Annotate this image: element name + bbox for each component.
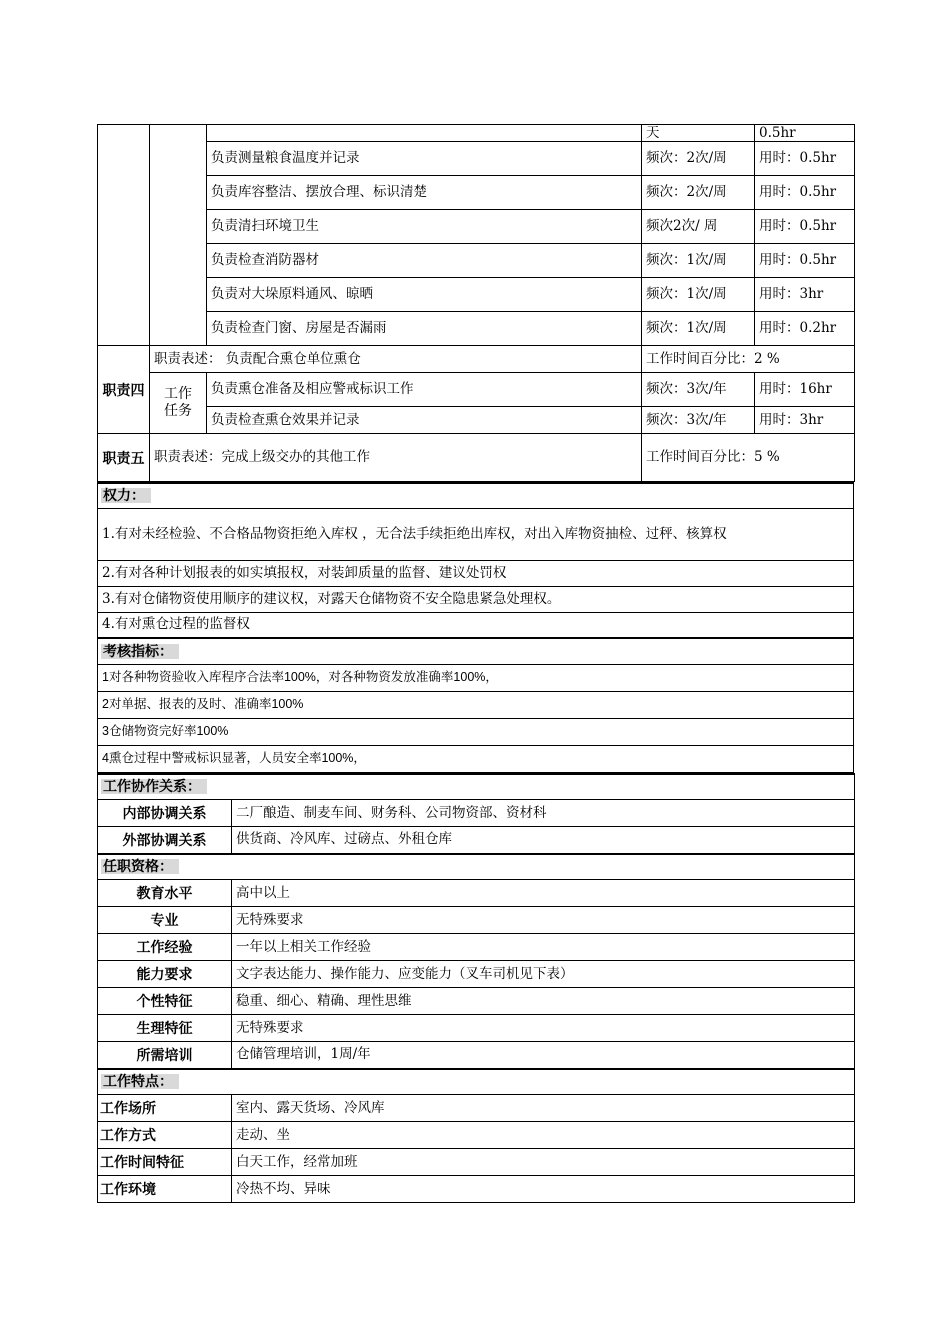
qualification-value: 一年以上相关工作经验 bbox=[232, 934, 855, 961]
duty3-task-row bbox=[98, 125, 855, 142]
power-section-title: 权力： bbox=[98, 483, 854, 508]
duty5-description: 职责表述：完成上级交办的其他工作 bbox=[150, 434, 642, 482]
duty4-label: 职责四 bbox=[98, 346, 150, 434]
qualification-value: 稳重、细心、精确、理性思维 bbox=[232, 988, 855, 1015]
qualifications-section-title: 任职资格： bbox=[98, 854, 855, 880]
feature-row bbox=[98, 1149, 855, 1176]
qualification-label: 专业 bbox=[98, 907, 232, 934]
kpi-section-title: 考核指标： bbox=[98, 638, 854, 664]
task-duration: 0.5hr bbox=[755, 125, 855, 142]
feature-label: 工作场所 bbox=[98, 1095, 232, 1122]
duty4-task-label: 工作任务 bbox=[150, 373, 207, 434]
qualification-label: 能力要求 bbox=[98, 961, 232, 988]
task-text: 负责熏仓准备及相应警戒标识工作 bbox=[207, 373, 642, 407]
qualification-value: 高中以上 bbox=[232, 880, 855, 907]
task-text: 负责清扫环境卫生 bbox=[207, 210, 642, 244]
duty4-desc-row bbox=[98, 346, 855, 373]
feature-row bbox=[98, 1122, 855, 1149]
qualification-row bbox=[98, 961, 855, 988]
task-duration: 用时：0.2hr bbox=[755, 312, 855, 346]
task-text: 负责库容整洁、摆放合理、标识清楚 bbox=[207, 176, 642, 210]
task-frequency: 频次：1次/周 bbox=[642, 312, 755, 346]
duty5-time-percent: 工作时间百分比：5 % bbox=[642, 434, 855, 482]
job-description-sheet bbox=[97, 124, 854, 1203]
duties-table bbox=[97, 124, 855, 482]
feature-row bbox=[98, 1176, 855, 1203]
power-item: 4.有对熏仓过程的监督权 bbox=[98, 612, 854, 638]
task-text: 负责检查门窗、房屋是否漏雨 bbox=[207, 312, 642, 346]
qualification-row bbox=[98, 934, 855, 961]
duty4-time-percent: 工作时间百分比：2 % bbox=[642, 346, 855, 373]
relation-value: 二厂酿造、制麦车间、财务科、公司物资部、资材科 bbox=[232, 800, 855, 827]
qualification-row bbox=[98, 988, 855, 1015]
duty3-task-row bbox=[98, 244, 855, 278]
qualification-label: 工作经验 bbox=[98, 934, 232, 961]
task-duration: 用时：3hr bbox=[755, 407, 855, 434]
duty5-label: 职责五 bbox=[98, 434, 150, 482]
relation-label: 内部协调关系 bbox=[98, 800, 232, 827]
kpi-item: 2对单据、报表的及时、准确率100% bbox=[98, 691, 854, 718]
feature-value: 走动、坐 bbox=[232, 1122, 855, 1149]
duty4-task-row bbox=[98, 407, 855, 434]
qualification-label: 教育水平 bbox=[98, 880, 232, 907]
qualification-value: 仓储管理培训，1周/年 bbox=[232, 1042, 855, 1069]
kpi-item: 4熏仓过程中警戒标识显著，人员安全率100%， bbox=[98, 745, 854, 772]
task-text: 负责检查消防器材 bbox=[207, 244, 642, 278]
task-duration: 用时：0.5hr bbox=[755, 142, 855, 176]
task-frequency: 频次：3次/年 bbox=[642, 407, 755, 434]
duty3-task-label-cell bbox=[150, 125, 207, 346]
duty4-task-row bbox=[98, 373, 855, 407]
task-frequency: 频次2次/ 周 bbox=[642, 210, 755, 244]
power-item: 3.有对仓储物资使用顺序的建议权，对露天仓储物资不安全隐患紧急处理权。 bbox=[98, 586, 854, 612]
duty3-task-row bbox=[98, 278, 855, 312]
feature-value: 冷热不均、异味 bbox=[232, 1176, 855, 1203]
relation-row bbox=[98, 827, 855, 854]
kpi-item: 3仓储物资完好率100% bbox=[98, 718, 854, 745]
duty3-task-row bbox=[98, 210, 855, 244]
feature-label: 工作时间特征 bbox=[98, 1149, 232, 1176]
qualification-label: 个性特征 bbox=[98, 988, 232, 1015]
relations-qualifications-table bbox=[97, 773, 855, 1204]
task-text: 负责测量粮食温度并记录 bbox=[207, 142, 642, 176]
feature-label: 工作方式 bbox=[98, 1122, 232, 1149]
task-duration: 用时：16hr bbox=[755, 373, 855, 407]
features-section-title: 工作特点： bbox=[98, 1069, 855, 1095]
task-frequency: 频次：2次/周 bbox=[642, 176, 755, 210]
relation-row bbox=[98, 800, 855, 827]
task-frequency: 天 bbox=[642, 125, 755, 142]
power-item: 1.有对未经检验、不合格品物资拒绝入库权 ，无合法手续拒绝出库权，对出入库物资抽检、过秤、核算权 bbox=[98, 508, 854, 560]
qualification-row bbox=[98, 1015, 855, 1042]
duty4-description: 职责表述： 负责配合熏仓单位熏仓 bbox=[150, 346, 642, 373]
qualification-value: 无特殊要求 bbox=[232, 1015, 855, 1042]
feature-value: 白天工作，经常加班 bbox=[232, 1149, 855, 1176]
qualification-row bbox=[98, 880, 855, 907]
power-kpi-table bbox=[97, 482, 854, 773]
task-frequency: 频次：1次/周 bbox=[642, 278, 755, 312]
feature-row bbox=[98, 1095, 855, 1122]
task-duration: 用时：0.5hr bbox=[755, 176, 855, 210]
task-duration: 用时：3hr bbox=[755, 278, 855, 312]
kpi-item: 1对各种物资验收入库程序合法率100%，对各种物资发放准确率100%， bbox=[98, 664, 854, 691]
relations-section-title: 工作协作关系： bbox=[98, 774, 855, 800]
duty3-task-row bbox=[98, 312, 855, 346]
task-text: 负责对大垛原料通风、晾晒 bbox=[207, 278, 642, 312]
qualification-row bbox=[98, 907, 855, 934]
task-frequency: 频次：1次/周 bbox=[642, 244, 755, 278]
duty3-label-cell bbox=[98, 125, 150, 346]
qualification-row bbox=[98, 1042, 855, 1069]
relation-value: 供货商、冷风库、过磅点、外租仓库 bbox=[232, 827, 855, 854]
qualification-label: 所需培训 bbox=[98, 1042, 232, 1069]
task-text: 负责检查熏仓效果并记录 bbox=[207, 407, 642, 434]
feature-label: 工作环境 bbox=[98, 1176, 232, 1203]
duty3-task-row bbox=[98, 176, 855, 210]
feature-value: 室内、露天货场、冷风库 bbox=[232, 1095, 855, 1122]
task-frequency: 频次：3次/年 bbox=[642, 373, 755, 407]
task-duration: 用时：0.5hr bbox=[755, 210, 855, 244]
task-frequency: 频次：2次/周 bbox=[642, 142, 755, 176]
task-duration: 用时：0.5hr bbox=[755, 244, 855, 278]
task-text bbox=[207, 125, 642, 142]
duty5-row bbox=[98, 434, 855, 482]
qualification-value: 无特殊要求 bbox=[232, 907, 855, 934]
power-item: 2.有对各种计划报表的如实填报权，对装卸质量的监督、建议处罚权 bbox=[98, 560, 854, 586]
qualification-label: 生理特征 bbox=[98, 1015, 232, 1042]
qualification-value: 文字表达能力、操作能力、应变能力（叉车司机见下表） bbox=[232, 961, 855, 988]
duty3-task-row bbox=[98, 142, 855, 176]
relation-label: 外部协调关系 bbox=[98, 827, 232, 854]
